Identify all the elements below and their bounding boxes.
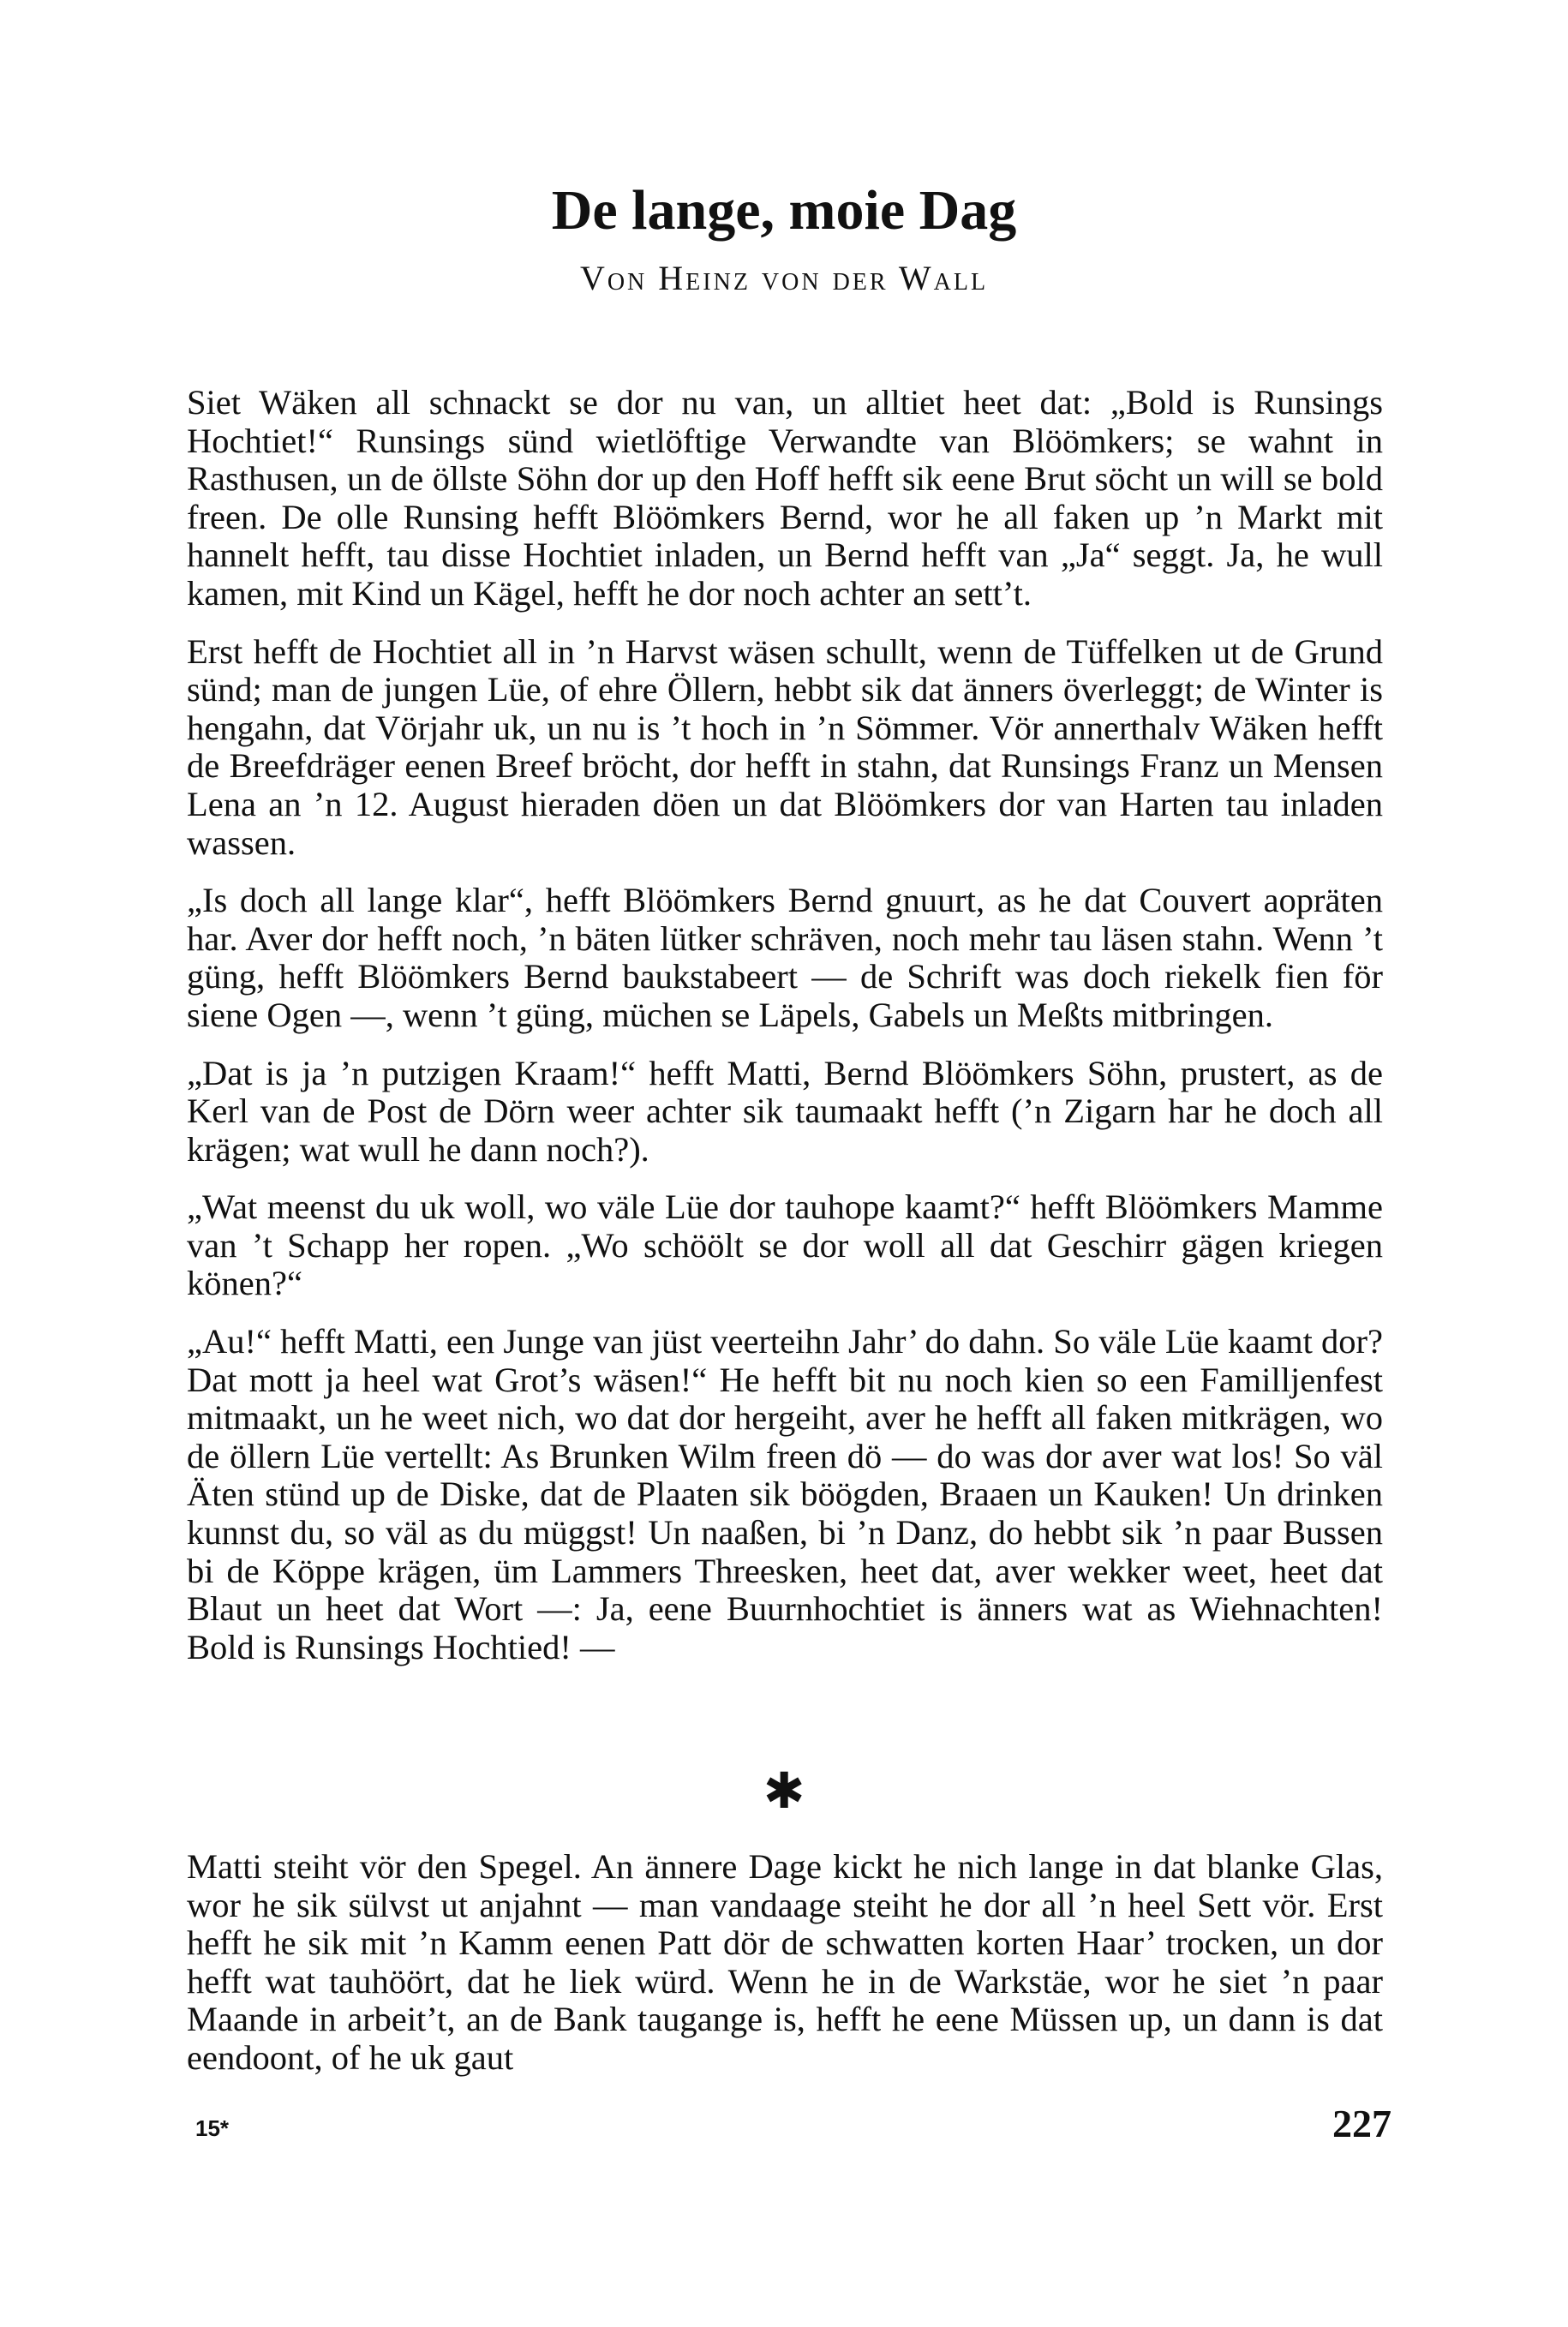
paragraph: „Dat is ja ’n putzigen Kraam!“ hefft Matti, Bernd Blöömkers Söhn, prustert, as de Kerl van de Post de Dörn weer achter sik taumaakt hefft (’n Zigarn har he doch all krägen; wat wull he dann noch?). <box>187 1053 1383 1169</box>
page-number: 227 <box>1332 2102 1391 2145</box>
paragraph: Matti steiht vör den Spegel. An ännere Dage kickt he nich lange in dat blanke Glas, wor he sik sülvst ut anjahnt — man vandaage steiht he dor all ’n heel Sett vör. Erst hefft he sik mit ’n Kamm eenen Patt dör de schwatten korten Haar’ trocken, un dor hefft wat tauhöört, dat he liek würd. Wenn he in de Warkstäe, wor he siet ’n paar Maande in arbeit’t, an de Bank taugange is, hefft he eene Müssen up, un dann is dat eendoont, of he uk gaut <box>187 1847 1383 2077</box>
section-separator-asterisk: ✱ <box>763 1762 805 1820</box>
paragraph: „Au!“ hefft Matti, een Junge van jüst veerteihn Jahr’ do dahn. So väle Lüe kaamt dor? Dat mott ja heel wat Grot’s wäsen!“ He hefft bit nu noch kien so een Familljenfest mitmaakt, un he weet nich, wo dat dor hergeiht, aver he hefft all faken mitkrägen, wo de öllern Lüe vertellt: As Brunken Wilm freen dö — do was dor aver wat los! So väl Äten stünd up de Diske, dat de Plaaten sik böögden, Braaen un Kauken! Un drinken kunnst du, so väl as du müggst! Un naaßen, bi ’n Danz, do hebbt sik ’n paar Bussen bi de Köppe krägen, üm Lammers Threesken, heet dat, aver wekker weet, heet dat Blaut un heet dat Wort —: Ja, eene Buurnhochtiet is änners wat as Wiehnachten! Bold is Runsings Hochtied! — <box>187 1322 1383 1666</box>
paragraph: Erst hefft de Hochtiet all in ’n Harvst wäsen schullt, wenn de Tüffelken ut de Grund sünd; man de jungen Lüe, of ehre Öllern, hebbt sik dat änners överleggt; de Winter is hengahn, dat Vörjahr uk, un nu is ’t hoch in ’n Sömmer. Vör annerthalv Wäken hefft de Breefdräger eenen Breef bröcht, dor hefft in stahn, dat Runsings Franz un Mensen Lena an ’n 12. August hieraden döen un dat Blöömkers dor van Harten tau inladen wassen. <box>187 631 1383 862</box>
article-body-part-1 <box>187 384 1383 1666</box>
paragraph: Siet Wäken all schnackt se dor nu van, un alltiet heet dat: „Bold is Runsings Hochtiet!“ Runsings sünd wietlöftige Verwandte van Blöömkers; se wahnt in Rasthusen, un de öllste Söhn dor up den Hoff hefft sik eene Brut söcht un will se bold freen. De olle Runsing hefft Blöömkers Bernd, wor he all faken up ’n Markt mit hannelt hefft, tau disse Hochtiet inladen, un Bernd hefft van „Ja“ seggt. Ja, he wull kamen, mit Kind un Kägel, hefft he dor noch achter an sett’t. <box>187 383 1383 613</box>
article-title: De lange, moie Dag <box>551 179 1017 242</box>
printer-signature-mark: 15* <box>195 2115 230 2141</box>
paragraph: „Is doch all lange klar“, hefft Blöömkers Bernd gnuurt, as he dat Couvert aopräten har. Aver dor hefft noch, ’n bäten lütker schräven, noch mehr tau läsen stahn. Wenn ’t güng, hefft Blöömkers Bernd baukstabeert — de Schrift was doch riekelk fien för siene Ogen —, wenn ’t güng, müchen se Läpels, Gabels un Meßts mitbringen. <box>187 881 1383 1034</box>
paragraph: „Wat meenst du uk woll, wo väle Lüe dor tauhope kaamt?“ hefft Blöömkers Mamme van ’t Schapp her ropen. „Wo schöölt se dor woll all dat Geschirr gägen kriegen könen?“ <box>187 1187 1383 1303</box>
author-byline: Von Heinz von der Wall <box>579 259 989 297</box>
article-body-part-2 <box>187 1848 1383 2078</box>
